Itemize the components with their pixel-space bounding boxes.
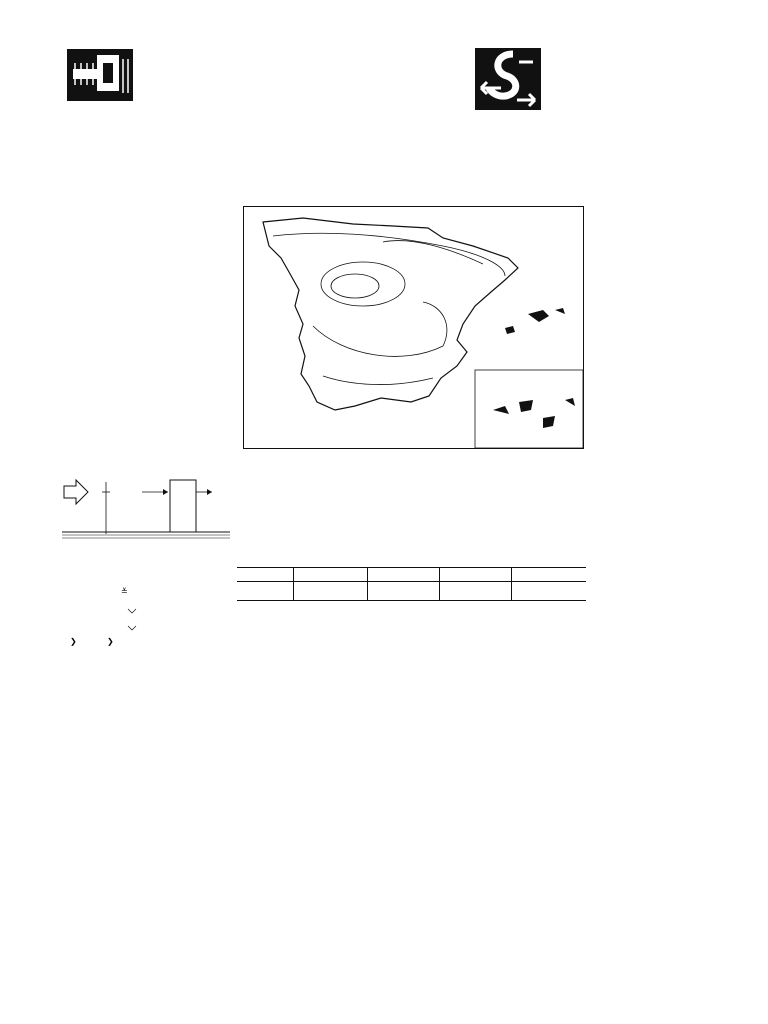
zone-x bbox=[367, 568, 439, 582]
col-normal bbox=[439, 582, 472, 601]
table-flow-diagram bbox=[70, 587, 230, 647]
col-normal bbox=[293, 582, 328, 601]
flow-arrow-icon: ❯ bbox=[70, 637, 77, 646]
zone-header-row bbox=[237, 568, 586, 582]
zone-z bbox=[511, 568, 586, 582]
wind-zone-map bbox=[243, 206, 584, 449]
zone-y bbox=[439, 568, 511, 582]
situation-label bbox=[237, 582, 293, 601]
situation-header-row bbox=[237, 582, 586, 601]
zone-w bbox=[293, 568, 367, 582]
col-expuesta bbox=[400, 582, 439, 601]
y-axis-label bbox=[234, 700, 248, 800]
col-normal bbox=[511, 582, 546, 601]
nte-logo bbox=[67, 49, 133, 101]
wind-load-table bbox=[237, 565, 586, 601]
col-expuesta bbox=[546, 582, 586, 601]
col-expuesta bbox=[472, 582, 511, 601]
ecv-logo bbox=[475, 48, 541, 110]
col-expuesta bbox=[328, 582, 367, 601]
zone-label bbox=[237, 568, 293, 582]
wind-symbol-icon: ≚ bbox=[121, 587, 128, 596]
wind-load-diagram bbox=[62, 478, 232, 554]
flow-arrow-icon: ❯ bbox=[107, 637, 114, 646]
col-normal bbox=[367, 582, 400, 601]
